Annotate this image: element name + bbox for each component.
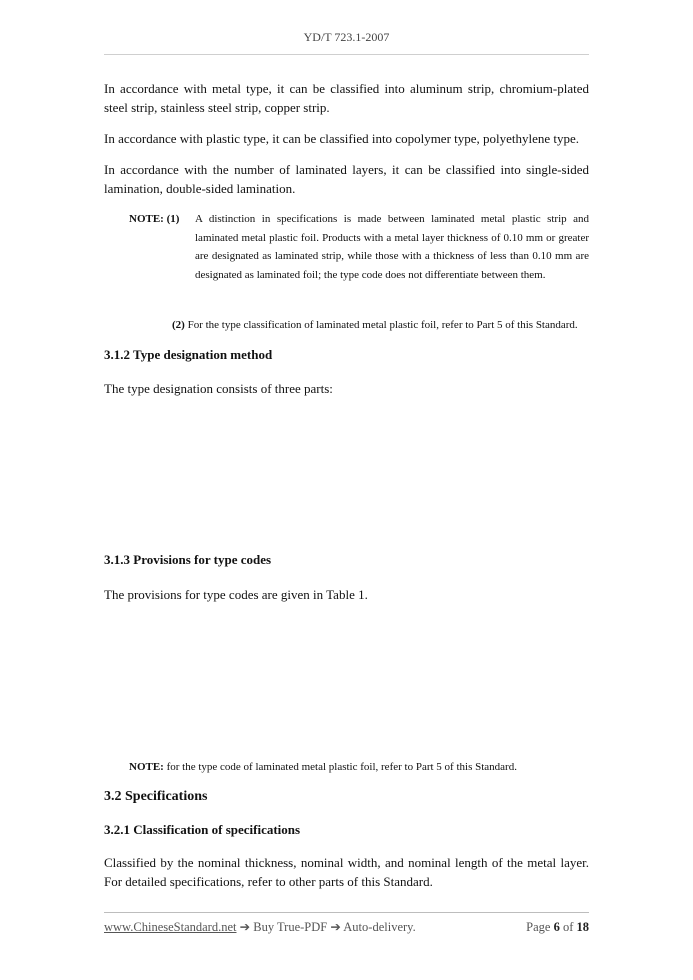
note-1-label: NOTE: (1) <box>129 213 180 225</box>
heading-type-codes: 3.1.3 Provisions for type codes <box>104 552 272 567</box>
page-number <box>526 920 589 935</box>
paragraph-type-designation: The type designation consists of three parts: <box>104 381 333 396</box>
paragraph-type-codes: The provisions for type codes are given in Table 1. <box>104 587 368 602</box>
note-2-label: (2) <box>172 319 185 331</box>
arrow-right-icon: ➔ <box>239 920 251 934</box>
note-1 <box>129 210 589 284</box>
buy-pdf-text: Buy True-PDF <box>253 920 328 934</box>
footer-divider <box>104 912 589 913</box>
page-header <box>104 30 589 45</box>
website-link[interactable]: www.ChineseStandard.net <box>104 920 237 934</box>
note-1-text: A distinction in specifications is made between laminated metal plastic strip and laminated metal plastic foil. Products with a metal layer thickness of 0.10 mm or greater are designated as laminated strip, while those with a thickness of less than 0.10 mm are designated as laminated foil; the type code does not differentiate between them. <box>195 213 589 281</box>
footer-left <box>104 919 416 935</box>
note-2-text: For the type classification of laminated metal plastic foil, refer to Part 5 of this Standard. <box>187 319 578 331</box>
note-3-label: NOTE: <box>129 761 164 773</box>
heading-classification-specifications: 3.2.1 Classification of specifications <box>104 822 301 837</box>
of-word: of <box>562 920 574 934</box>
heading-type-designation: 3.1.2 Type designation method <box>104 347 273 362</box>
standard-code: YD/T 723.1-2007 <box>303 30 390 44</box>
current-page: 6 <box>553 920 560 934</box>
note-2 <box>172 316 589 335</box>
page-footer <box>104 919 589 935</box>
paragraph-lamination-layers: In accordance with the number of laminated layers, it can be classified into single-sided lamination, double-sided lamination. <box>104 162 589 196</box>
paragraph-metal-type: In accordance with metal type, it can be classified into aluminum strip, chromium-plated steel strip, stainless steel strip, copper strip. <box>104 81 589 115</box>
total-pages: 18 <box>576 920 589 934</box>
paragraph-classification-specifications: Classified by the nominal thickness, nominal width, and nominal length of the metal layer. For detailed specifications, refer to other parts of this Standard. <box>104 855 589 889</box>
page-word: Page <box>526 920 551 934</box>
note-3-text: for the type code of laminated metal plastic foil, refer to Part 5 of this Standard. <box>166 761 517 773</box>
auto-delivery-text: Auto-delivery. <box>343 920 416 934</box>
header-divider <box>104 54 589 55</box>
note-3 <box>129 758 589 777</box>
heading-specifications: 3.2 Specifications <box>104 789 208 804</box>
paragraph-plastic-type: In accordance with plastic type, it can be classified into copolymer type, polyethylene type. <box>104 131 580 146</box>
arrow-right-icon: ➔ <box>330 920 341 934</box>
